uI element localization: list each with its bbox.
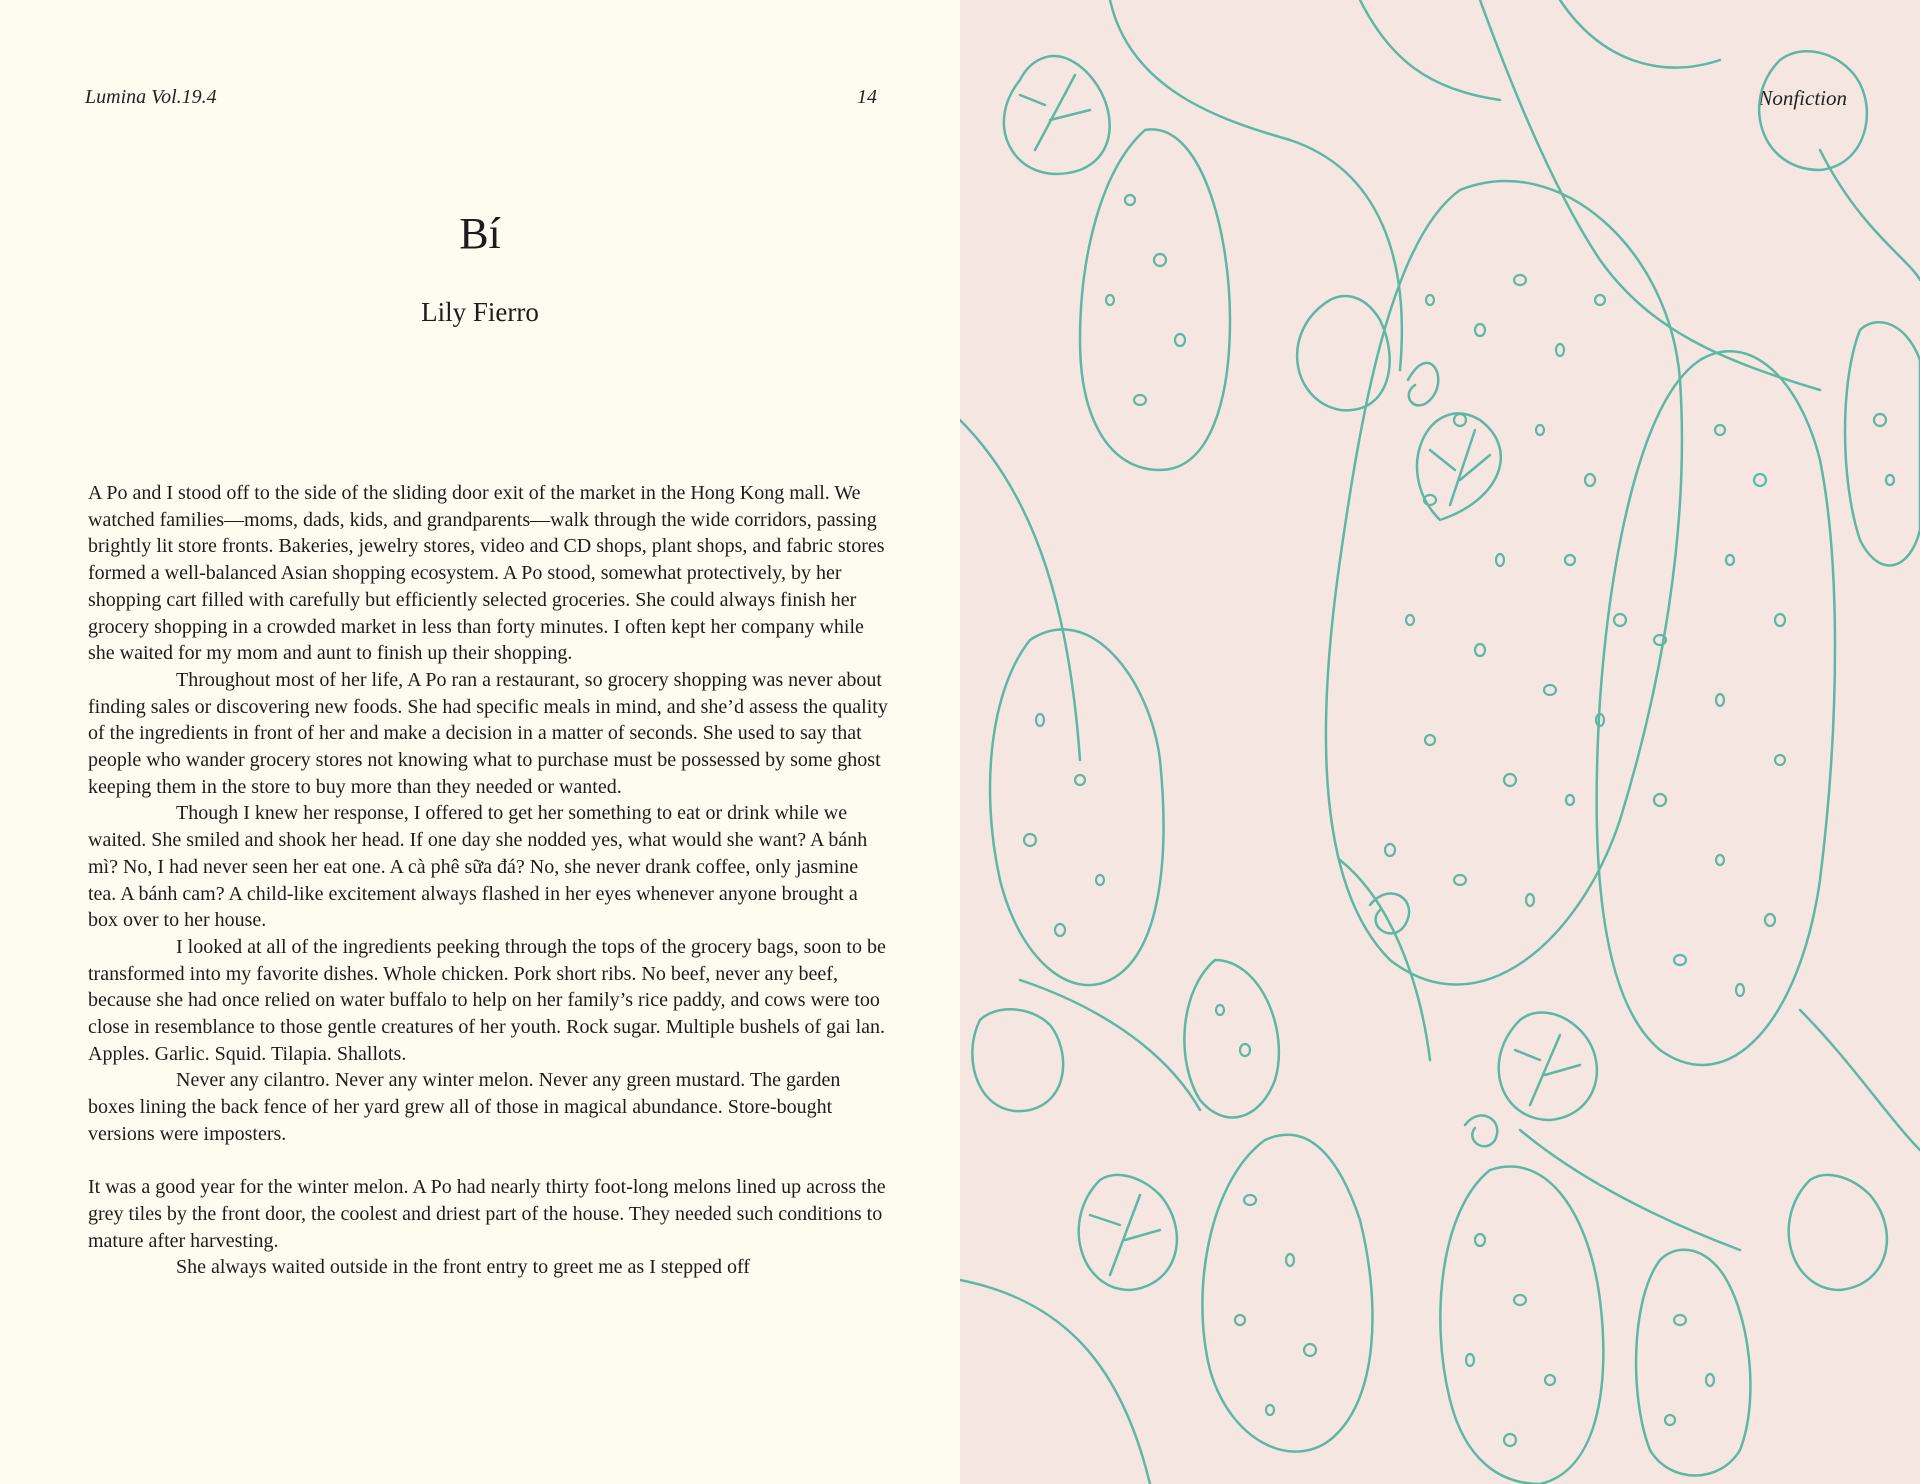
vine [1110,0,1402,370]
melon-speckle [1565,555,1575,565]
melon [1845,322,1920,565]
leaf-vein [1430,430,1490,505]
melon-speckle [1514,275,1526,285]
melon-speckle [1736,984,1744,996]
melon [1184,960,1279,1117]
melon-speckle [1106,295,1114,305]
melon [1597,351,1835,1065]
melon [1326,181,1682,984]
article-author: Lily Fierro [421,297,539,327]
melon-speckle [1504,1434,1516,1446]
melon-speckle [1874,414,1886,426]
page-number: 14 [857,86,877,108]
melon-speckle [1716,855,1724,865]
tendril [1408,363,1438,406]
melon-speckle [1134,395,1146,405]
melon-speckle [1715,425,1725,435]
melon-speckle [1036,714,1044,726]
melon-speckle [1240,1044,1250,1056]
melon-speckle [1096,875,1104,885]
melon-speckle [1216,1005,1224,1015]
melon-speckle [1706,1374,1714,1386]
melon-speckle [1544,685,1556,695]
leaf [1759,51,1867,170]
melon-speckle [1754,474,1766,486]
melon-speckle [1475,644,1485,656]
melon-speckle [1055,924,1065,936]
paragraph: A Po and I stood off to the side of the sliding door exit of the market in the Hong Kong mall. We watched families—moms, dads, kids, and grandparents—walk through the wide corridors, passing brightly lit store fronts. Bakeries, jewelry stores, video and CD shops, plant shops, and fabric stores formed a well-balanced Asian shopping ecosystem. A Po stood, somewhat protectively, by her shopping cart filled with carefully but efficiently selected groceries. She could always finish her grocery shopping in a crowded market in less than forty minutes. I often kept her company while she waited for my mom and aunt to finish up their shopping. [88,482,885,665]
tendril [1370,894,1409,934]
melon-speckle [1496,554,1504,566]
melon-speckle [1545,1375,1555,1385]
melon-speckle [1526,894,1534,906]
melon-speckle [1466,1354,1474,1366]
melon-speckle [1475,1234,1485,1246]
melon [1636,1250,1750,1476]
melon-speckle [1235,1315,1245,1325]
melon-speckle [1556,344,1564,356]
section-label: Nonfiction [1758,86,1847,110]
melon-speckle [1286,1254,1294,1266]
melon-speckle [1075,775,1085,785]
melon-speckle [1024,834,1036,846]
paragraph: It was a good year for the winter melon. A Po had nearly thirty foot-long melons lined up across the grey tiles by the front door, the coolest and driest part of the house. They needed such conditions to mature after harvesting. [88,1176,886,1252]
melon-speckle [1886,475,1894,485]
leaf-vein [1515,1035,1580,1105]
melon-speckle [1765,914,1775,926]
melon-speckle [1244,1195,1256,1205]
melon [1202,1135,1372,1452]
melon-speckle [1125,195,1135,205]
melon-speckle [1674,955,1686,965]
leaf [1297,296,1390,410]
melon-speckle [1385,844,1395,856]
paragraph: Though I knew her response, I offered to get her something to eat or drink while we waited. She smiled and shook her head. If one day she nodded yes, what would she want? A bánh mì? No, I had never seen her eat one. A cà phê sữa đá? No, she never drank coffee, only jasmine tea. A bánh cam? A child-like excitement always flashed in her eyes whenever anyone brought a box over to her house. [88,802,868,932]
vine [1560,0,1720,68]
article-title: Bí [459,209,501,258]
leaf [972,1009,1063,1111]
melon-speckle [1175,334,1185,346]
melon-speckle [1154,254,1166,266]
melon [990,629,1163,985]
article-body [88,480,888,1281]
leaf-vein [1090,1195,1160,1275]
vine [1360,0,1500,100]
melon-speckle [1304,1344,1316,1356]
melon-speckle [1425,735,1435,745]
melon-speckle [1775,614,1785,626]
right-page-illustration [960,0,1920,1484]
vine [1340,860,1430,1060]
paragraph: She always waited outside in the front entry to greet me as I stepped off [176,1256,750,1279]
running-head: Lumina Vol.19.4 [85,86,217,108]
paragraph: Never any cilantro. Never any winter melon. Never any green mustard. The garden boxes lining the back fence of her yard grew all of those in magical abundance. Store-bought versions were imposters. [88,1069,841,1145]
leaf [1004,56,1110,174]
vine [960,1280,1150,1484]
melon [1440,1167,1603,1484]
melon-speckle [1614,614,1626,626]
melon-speckle [1426,295,1434,305]
melon-speckle [1566,795,1574,805]
melon-speckle [1454,875,1466,885]
vine [1820,150,1920,280]
paragraph: Throughout most of her life, A Po ran a restaurant, so grocery shopping was never about finding sales or discovering new foods. She had specific meals in mind, and she’d assess the quality of the ingredients in front of her and make a decision in a matter of seconds. She used to say that people who wander grocery stores not knowing what to purchase must be possessed by some ghost keeping them in the store to buy more than they needed or wanted. [88,668,888,798]
paragraph: I looked at all of the ingredients peeking through the tops of the grocery bags, soon to be transformed into my favorite dishes. Whole chicken. Pork short ribs. No beef, never any beef, because she had once relied on water buffalo to help on her family’s rice paddy, and cows were too close in resemblance to those gentle creatures of her youth. Rock sugar. Multiple bushels of gai lan. Apples. Garlic. Squid. Tilapia. Shallots. [88,935,886,1065]
tendril [1465,1116,1497,1147]
leaf-vein [1020,75,1090,150]
melon-speckle [1454,414,1466,426]
melon-speckle [1775,755,1785,765]
melon-speckle [1595,295,1605,305]
melon-speckle [1665,1415,1675,1425]
melon-speckle [1475,324,1485,336]
winter-melon-illustration [960,0,1920,1484]
melon-speckle [1406,615,1414,625]
vine [1020,980,1200,1110]
vine [1520,1130,1740,1250]
leaf [1789,1175,1887,1290]
melon-speckle [1674,1315,1686,1325]
vine [1800,1010,1920,1150]
melon-speckle [1514,1295,1526,1305]
leaf [1079,1175,1177,1290]
melon-speckle [1585,474,1595,486]
melon [1080,129,1230,470]
vine [1480,0,1820,390]
melon-speckle [1266,1405,1274,1415]
melon-speckle [1726,555,1734,565]
melon-speckle [1654,794,1666,806]
vine [960,420,1080,760]
melon-speckle [1536,425,1544,435]
melon-speckle [1504,774,1516,786]
melon-speckle [1716,694,1724,706]
